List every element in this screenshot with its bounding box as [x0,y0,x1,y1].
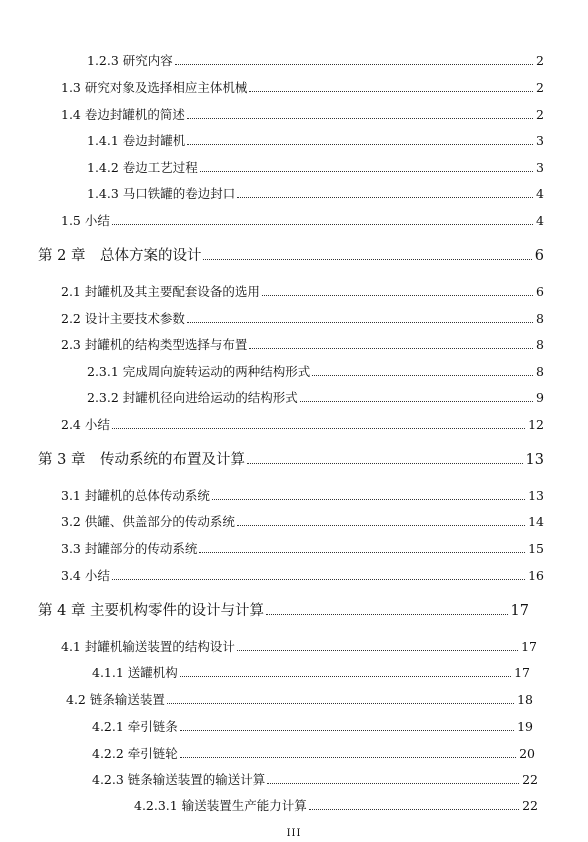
dot-leader [167,702,514,704]
toc-entry[interactable] [87,53,544,69]
toc-entry[interactable] [87,160,544,176]
dot-leader [300,400,533,402]
toc-page-number: 20 [519,746,535,761]
toc-entry-title: 2.3.2 封罐机径向进给运动的结构形式 [87,390,298,405]
toc-page-number: 17 [514,665,530,680]
toc-entry-title: 2.2 设计主要技术参数 [61,311,185,326]
toc-entry-title: 4.2.3.1 输送装置生产能力计算 [134,798,307,813]
toc-entry-title: 1.3 研究对象及选择相应主体机械 [61,80,248,95]
toc-page-number: 3 [536,133,544,148]
toc-page-number: 4 [536,213,544,228]
toc-entry[interactable] [66,692,533,708]
toc-entry-title: 4.2.1 牵引链条 [92,719,178,734]
toc-entry[interactable] [92,746,535,762]
toc-entry-title: 第 2 章 总体方案的设计 [38,248,202,264]
toc-entry[interactable] [61,213,544,229]
toc-page-number: 2 [536,53,544,68]
toc-page-number: 6 [536,284,544,299]
dot-leader [112,427,525,429]
toc-entry-title: 2.4 小结 [61,417,110,432]
toc-page-number: 8 [536,364,544,379]
toc-entry-title: 1.4.2 卷边工艺过程 [87,160,198,175]
dot-leader [212,498,525,500]
toc-chapter-entry[interactable] [38,602,529,620]
toc-page-number: 9 [536,390,544,405]
toc-chapter-entry[interactable] [38,247,544,265]
dot-leader [262,294,533,296]
toc-entry[interactable] [61,568,544,584]
toc-entry-title: 1.4 卷边封罐机的简述 [61,107,185,122]
toc-page-number: 13 [525,452,544,468]
toc-entry[interactable] [61,311,544,327]
dot-leader [112,223,533,225]
toc-entry-title: 4.1.1 送罐机构 [92,665,178,680]
toc-entry-title: 3.3 封罐部分的传动系统 [61,541,198,556]
dot-leader [237,524,525,526]
dot-leader [266,613,507,615]
toc-entry[interactable] [92,772,538,788]
toc-entry[interactable] [61,417,544,433]
dot-leader [180,729,514,731]
dot-leader [312,374,533,376]
dot-leader [249,90,533,92]
dot-leader [187,143,533,145]
toc-entry-title: 3.2 供罐、供盖部分的传动系统 [61,514,235,529]
toc-page-number: 17 [510,603,529,619]
dot-leader [180,756,516,758]
toc-page-number: 8 [536,311,544,326]
toc-page-number: 2 [536,80,544,95]
page-number-footer: III [286,828,302,839]
toc-page-number: 14 [528,514,544,529]
toc-entry[interactable] [87,186,544,202]
toc-page-number: 17 [521,639,537,654]
toc-entry[interactable] [87,133,544,149]
dot-leader [180,675,511,677]
toc-entry[interactable] [61,514,544,530]
toc-entry-title: 1.2.3 研究内容 [87,53,173,68]
toc-page-number: 19 [517,719,533,734]
toc-entry[interactable] [92,665,530,681]
toc-page-number: 16 [528,568,544,583]
toc-entry-title: 2.3 封罐机的结构类型选择与布置 [61,337,248,352]
toc-page-number: 6 [534,248,544,264]
toc-entry-title: 4.1 封罐机输送装置的结构设计 [61,639,235,654]
dot-leader [200,170,533,172]
toc-chapter-entry[interactable] [38,451,544,469]
dot-leader [309,808,519,810]
dot-leader [175,63,533,65]
toc-entry-title: 4.2.3 链条输送装置的输送计算 [92,772,266,787]
toc-entry-title: 第 3 章 传动系统的布置及计算 [38,452,245,468]
toc-page-number: 18 [517,692,533,707]
toc-entry-title: 2.3.1 完成周向旋转运动的两种结构形式 [87,364,311,379]
toc-entry[interactable] [87,390,544,406]
toc-page-number: 12 [528,417,544,432]
toc-entry[interactable] [61,107,544,123]
toc-entry-title: 第 4 章 主要机构零件的设计与计算 [38,603,265,619]
toc-page-number: 22 [522,772,538,787]
toc-page-number: 4 [536,186,544,201]
dot-leader [237,649,518,651]
dot-leader [199,551,525,553]
dot-leader [187,117,533,119]
toc-entry-title: 3.1 封罐机的总体传动系统 [61,488,210,503]
dot-leader [187,321,533,323]
toc-entry[interactable] [61,639,537,655]
dot-leader [112,578,525,580]
dot-leader [249,347,533,349]
toc-entry-title: 3.4 小结 [61,568,110,583]
toc-entry-title: 2.1 封罐机及其主要配套设备的选用 [61,284,260,299]
toc-entry-title: 1.4.3 马口铁罐的卷边封口 [87,186,236,201]
toc-page-number: 22 [522,798,538,813]
toc-entry[interactable] [61,541,544,557]
toc-entry[interactable] [61,284,544,300]
toc-entry-title: 4.2.2 牵引链轮 [92,746,178,761]
toc-page-number: 15 [528,541,544,556]
toc-entry-title: 1.4.1 卷边封罐机 [87,133,186,148]
toc-entry-title: 1.5 小结 [61,213,110,228]
toc-entry[interactable] [92,719,533,735]
dot-leader [237,196,533,198]
dot-leader [267,782,519,784]
dot-leader [247,462,523,464]
toc-entry[interactable] [87,364,544,380]
toc-entry-title: 4.2 链条输送装置 [66,692,165,707]
toc-page-number: 2 [536,107,544,122]
dot-leader [203,258,531,260]
toc-page-number: 13 [528,488,544,503]
toc-entry[interactable] [61,80,544,96]
toc-entry[interactable] [61,488,544,504]
toc-entry[interactable] [61,337,544,353]
toc-page-number: 3 [536,160,544,175]
toc-entry[interactable] [134,798,538,814]
toc-page-number: 8 [536,337,544,352]
